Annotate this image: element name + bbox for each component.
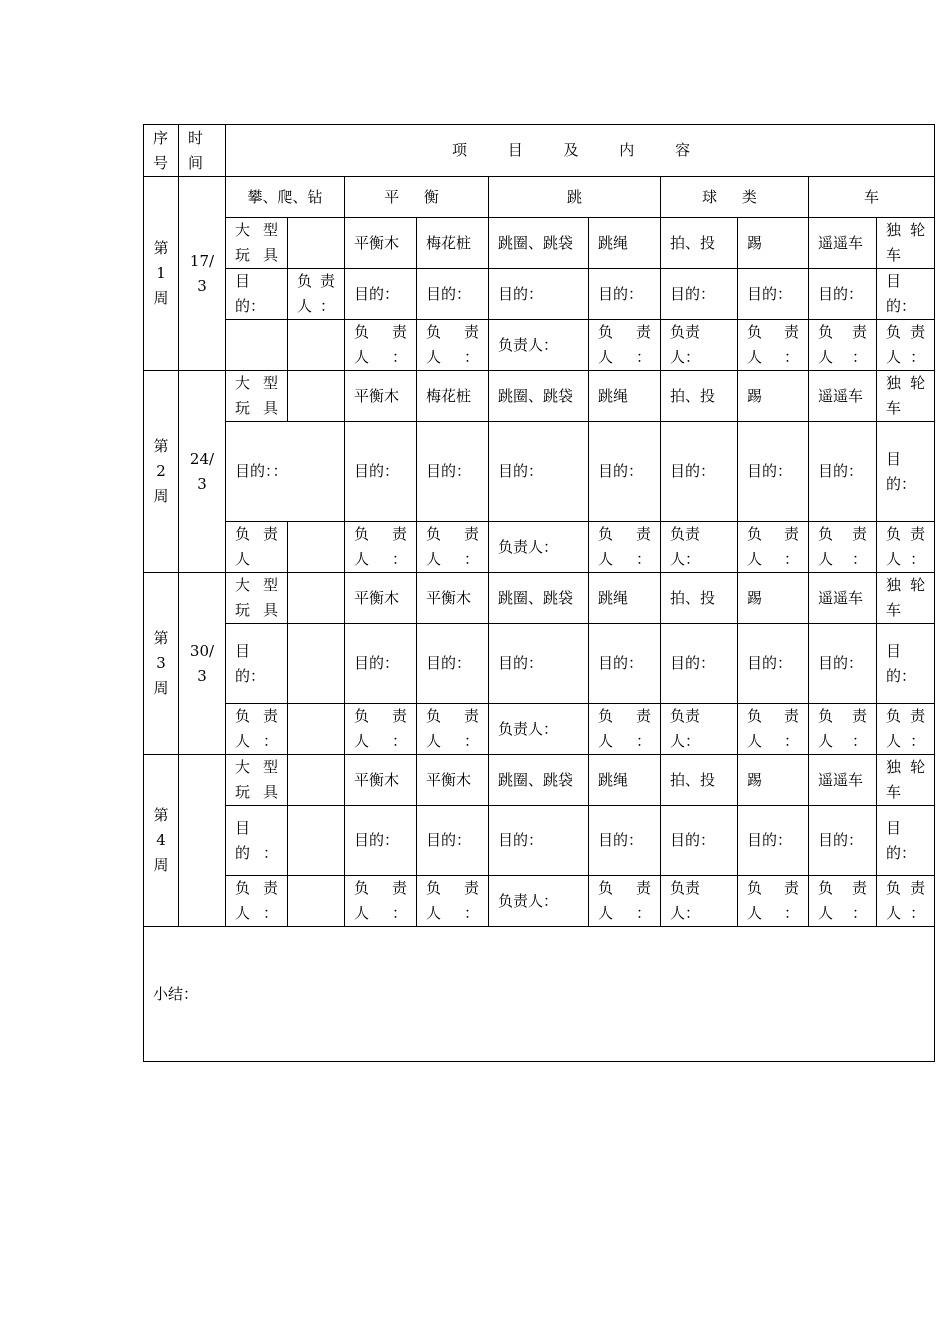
- goal-cell: 目的：: [738, 624, 809, 704]
- goal-cell: 目的：: [489, 624, 589, 704]
- owner-cell: 负责人：: [589, 320, 661, 371]
- category-climb: 攀、爬、钻: [226, 177, 345, 218]
- item-cell: 大型玩具: [226, 755, 288, 806]
- item-cell: [288, 573, 345, 624]
- owner-cell: 负责人：: [661, 876, 738, 927]
- item-cell: 独轮车: [877, 218, 935, 269]
- item-cell: 平衡木: [345, 218, 417, 269]
- week-label: 第3周: [144, 573, 179, 755]
- week-2-owners-row: [144, 522, 935, 573]
- week-1-items-row: [144, 218, 935, 269]
- owner-cell: 负责人：: [345, 522, 417, 573]
- item-cell: [288, 755, 345, 806]
- goal-cell: 目的：: [809, 806, 877, 876]
- owner-cell: 负责人：: [809, 320, 877, 371]
- owner-cell: 负责人：: [877, 876, 935, 927]
- owner-cell: 负责人：: [661, 704, 738, 755]
- item-cell: 踢: [738, 218, 809, 269]
- owner-cell: [288, 522, 345, 573]
- owner-cell: 负责人：: [738, 876, 809, 927]
- owner-cell: 负责人：: [589, 704, 661, 755]
- owner-cell: 负责人：: [345, 876, 417, 927]
- item-cell: 跳绳: [589, 573, 661, 624]
- owner-cell: 负责人：: [345, 704, 417, 755]
- category-vehicle: 车: [809, 177, 935, 218]
- item-cell: 跳圈、跳袋: [489, 573, 589, 624]
- item-cell: 大型玩具: [226, 371, 288, 422]
- week-date: 30/3: [179, 573, 226, 755]
- item-cell: 独轮车: [877, 755, 935, 806]
- goal-cell: 目的：: [589, 422, 661, 522]
- item-cell: 大型玩具: [226, 573, 288, 624]
- goal-cell: 目的：: [661, 624, 738, 704]
- goal-cell: 目的：: [489, 806, 589, 876]
- owner-cell: 负责人：: [738, 704, 809, 755]
- goal-cell: 目的：：: [226, 422, 345, 522]
- goal-cell: 目的：: [738, 422, 809, 522]
- goal-cell: 目的：: [809, 269, 877, 320]
- item-cell: 踢: [738, 371, 809, 422]
- item-cell: 平衡木: [345, 573, 417, 624]
- week-label: 第2周: [144, 371, 179, 573]
- owner-cell: 负责人：: [345, 320, 417, 371]
- item-cell: 拍、投: [661, 218, 738, 269]
- owner-cell: 负责人：: [226, 876, 288, 927]
- owner-cell: 负责人：: [489, 704, 589, 755]
- owner-cell: 负责人：: [661, 522, 738, 573]
- goal-cell: 目的：: [661, 269, 738, 320]
- week-date: [179, 755, 226, 927]
- item-cell: 平衡木: [417, 755, 489, 806]
- goal-cell: 目的：: [417, 624, 489, 704]
- owner-cell: 负责人：: [417, 522, 489, 573]
- week-2-items-row: [144, 371, 935, 422]
- item-cell: 大型玩具: [226, 218, 288, 269]
- owner-cell: 负责人：: [877, 522, 935, 573]
- empty-cell: [288, 624, 345, 704]
- owner-cell: 负责人: [226, 522, 288, 573]
- item-cell: 遥遥车: [809, 371, 877, 422]
- item-cell: 拍、投: [661, 371, 738, 422]
- summary-row: [144, 927, 935, 1062]
- header-row: [144, 125, 935, 177]
- goal-cell: 目的：: [589, 269, 661, 320]
- item-cell: 踢: [738, 573, 809, 624]
- item-cell: 平衡木: [345, 755, 417, 806]
- goal-cell: 目的：: [589, 624, 661, 704]
- item-cell: [288, 218, 345, 269]
- goal-cell: 目的：: [877, 422, 935, 522]
- goal-cell: 目的：: [345, 624, 417, 704]
- item-cell: 跳圈、跳袋: [489, 755, 589, 806]
- goal-cell: 目的：: [661, 806, 738, 876]
- goal-cell: 目的：: [226, 269, 288, 320]
- week-3-items-row: [144, 573, 935, 624]
- goal-cell: 目的：: [877, 269, 935, 320]
- owner-cell: [288, 320, 345, 371]
- owner-cell: 负责人：: [589, 876, 661, 927]
- week-2-goals-row: [144, 422, 935, 522]
- activity-schedule-table: [143, 124, 935, 1062]
- owner-cell: 负责人：: [809, 876, 877, 927]
- goal-cell: 目的：: [345, 806, 417, 876]
- item-cell: 遥遥车: [809, 755, 877, 806]
- goal-cell: 目的：: [345, 422, 417, 522]
- item-cell: 遥遥车: [809, 573, 877, 624]
- owner-cell: 负责人：: [226, 704, 288, 755]
- goal-cell: 目的：: [489, 269, 589, 320]
- week-3-owners-row: [144, 704, 935, 755]
- item-cell: 跳绳: [589, 755, 661, 806]
- category-ball: 球 类: [661, 177, 809, 218]
- item-cell: 拍、投: [661, 755, 738, 806]
- week-date: 24/3: [179, 371, 226, 573]
- goal-cell: 目的：: [809, 422, 877, 522]
- seq-header: 序号: [144, 125, 179, 177]
- owner-cell: 负责人：: [489, 320, 589, 371]
- time-header: 时间: [179, 125, 226, 177]
- category-jump: 跳: [489, 177, 661, 218]
- goal-cell: 目的：: [738, 806, 809, 876]
- item-cell: 跳圈、跳袋: [489, 218, 589, 269]
- goal-cell: 目的：: [417, 806, 489, 876]
- week-4-owners-row: [144, 876, 935, 927]
- item-cell: 平衡木: [345, 371, 417, 422]
- goal-cell: 目的：: [661, 422, 738, 522]
- goal-cell: 目的：: [226, 624, 288, 704]
- owner-cell: 负责人：: [288, 269, 345, 320]
- owner-cell: 负责人：: [738, 522, 809, 573]
- goal-cell: 目的：: [738, 269, 809, 320]
- week-4-goals-row: [144, 806, 935, 876]
- item-cell: 遥遥车: [809, 218, 877, 269]
- owner-cell: 负责人：: [809, 522, 877, 573]
- owner-cell: 负责人：: [417, 704, 489, 755]
- owner-cell: [226, 320, 288, 371]
- owner-cell: 负责人：: [489, 876, 589, 927]
- item-cell: 梅花桩: [417, 218, 489, 269]
- owner-cell: [288, 876, 345, 927]
- week-1-goals-row: [144, 269, 935, 320]
- goal-cell: 目的：: [417, 269, 489, 320]
- week-1-category-row: [144, 177, 935, 218]
- goal-cell: 目的：: [809, 624, 877, 704]
- goal-cell: 目的：: [226, 806, 288, 876]
- goal-cell: 目的：: [345, 269, 417, 320]
- week-label: 第4周: [144, 755, 179, 927]
- owner-cell: 负责人：: [589, 522, 661, 573]
- owner-cell: [288, 704, 345, 755]
- owner-cell: 负责人：: [489, 522, 589, 573]
- item-cell: 踢: [738, 755, 809, 806]
- owner-cell: 负责人：: [809, 704, 877, 755]
- owner-cell: 负责人：: [417, 320, 489, 371]
- owner-cell: 负责人：: [877, 704, 935, 755]
- item-cell: 独轮车: [877, 573, 935, 624]
- week-date: 17/3: [179, 177, 226, 371]
- week-4-items-row: [144, 755, 935, 806]
- summary-cell: 小结：: [144, 927, 935, 1062]
- goal-cell: 目的：: [417, 422, 489, 522]
- owner-cell: 负责人：: [877, 320, 935, 371]
- goal-cell: 目的：: [589, 806, 661, 876]
- week-3-goals-row: [144, 624, 935, 704]
- owner-cell: 负责人：: [661, 320, 738, 371]
- item-cell: 跳圈、跳袋: [489, 371, 589, 422]
- week-1-owners-row: [144, 320, 935, 371]
- goal-cell: 目的：: [877, 806, 935, 876]
- goal-cell: 目的：: [489, 422, 589, 522]
- item-cell: 跳绳: [589, 218, 661, 269]
- item-cell: [288, 371, 345, 422]
- category-balance: 平 衡: [345, 177, 489, 218]
- week-label: 第1周: [144, 177, 179, 371]
- owner-cell: 负责人：: [738, 320, 809, 371]
- content-title: 项 目 及 内 容: [226, 125, 935, 177]
- item-cell: 独轮车: [877, 371, 935, 422]
- item-cell: 拍、投: [661, 573, 738, 624]
- owner-cell: 负责人：: [417, 876, 489, 927]
- goal-cell: 目的：: [877, 624, 935, 704]
- item-cell: 平衡木: [417, 573, 489, 624]
- item-cell: 跳绳: [589, 371, 661, 422]
- empty-cell: [288, 806, 345, 876]
- item-cell: 梅花桩: [417, 371, 489, 422]
